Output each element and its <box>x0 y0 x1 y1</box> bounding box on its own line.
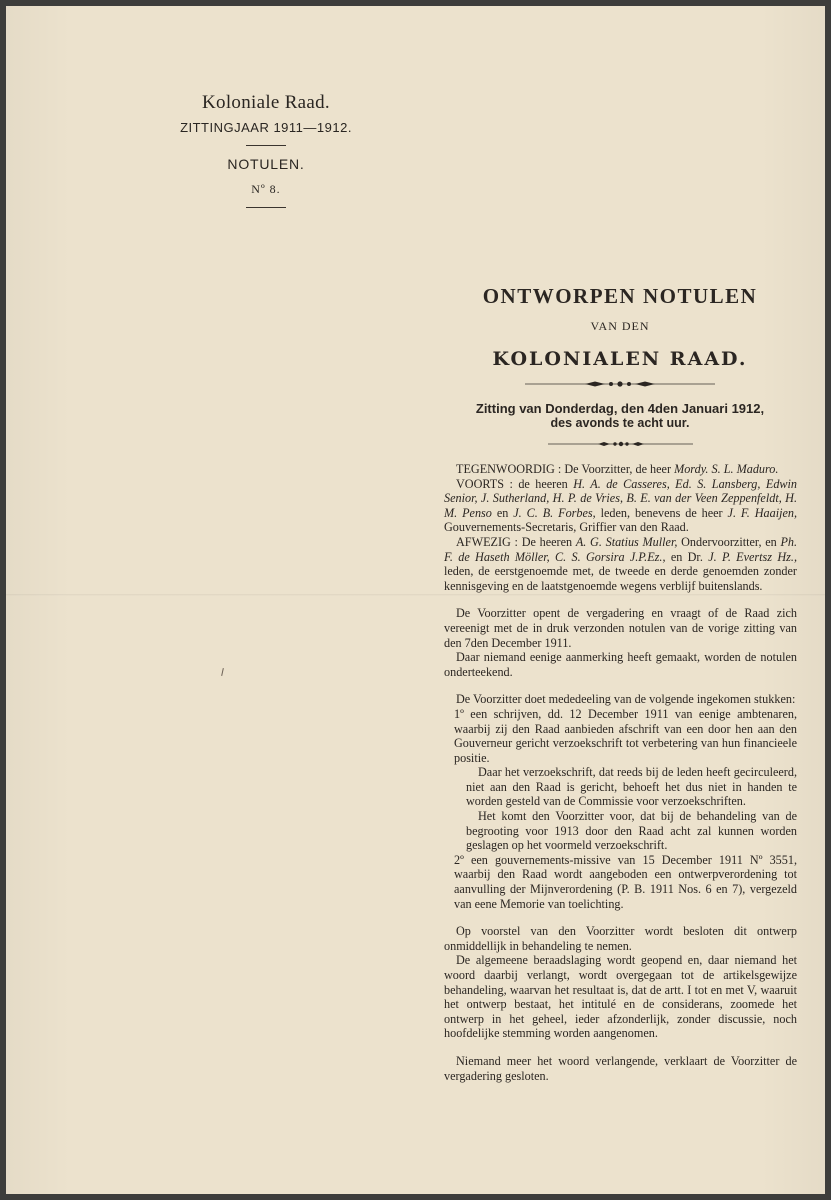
document-number: Nº 8. <box>251 182 281 196</box>
absent-name-1: A. G. Statius Muller, <box>575 534 678 549</box>
absent-text-2: Ondervoorzitter, en <box>681 534 777 549</box>
heading-block <box>430 284 810 448</box>
ink-mark <box>221 668 224 676</box>
paragraph: De Voorzitter doet mededeeling van de volgende ingekomen stukken: <box>456 692 796 707</box>
ornament-divider <box>525 380 715 388</box>
present-text: De Voorzitter, de heer <box>564 462 672 476</box>
secretary-rest: Gouvernements-Secretaris, Griffier van den Raad. <box>444 520 689 535</box>
secretary-name: J. F. Haaijen, <box>727 505 798 520</box>
member-names: H. A. de Casseres, Ed. S. Lansberg, Edwin Senior, J. Sutherland, H. P. de Vries, B. E. van der Veen Zeppenfeldt, H. M. Penso <box>444 476 798 520</box>
list-item-note: Daar het verzoekschrift, dat reeds bij de leden heeft gecirculeerd, niet aan den Raad is gericht, behoeft het dus niet in handen te worden gesteld van de Commissie voor verzoekschriften. <box>466 765 797 809</box>
paragraph: De Voorzitter opent de vergadering en vraagt of de Raad zich vereenigt met de in druk verzonden notulen van de vorige zitting van den 7den December 1911. <box>444 606 797 650</box>
absent-name-3: J. P. Evertsz Hz., <box>708 549 797 564</box>
chair-name: Mordy. S. L. Maduro. <box>674 462 779 476</box>
incoming-documents-list <box>444 707 797 911</box>
also-en: en <box>496 505 509 520</box>
divider <box>246 145 286 146</box>
paragraph: De algemeene beraadslaging wordt geopend en, daar niemand het woord daarbij verlangt, wordt overgegaan tot de artikelsgewijze behandeling, waarvan het resultaat is, dat de artt. I tot en met V, waaruit het ontwerp bestaat, het intitulé en de considerans, zoomede het ontwerp in het geheel, ieder afzonderlijk, zonder discussie, noch hoofdelijke stemming worden aangenomen. <box>444 953 797 1041</box>
minutes-body <box>444 462 797 1083</box>
session-line-1: Zitting van Donderdag, den 4den Januari 1912, <box>475 401 765 416</box>
absent-names-2: Ph. F. de Haseth Möller, C. S. Gorsira J.P.Ez., <box>444 534 798 564</box>
paragraph: Niemand meer het woord verlangende, verklaart de Voorzitter de vergadering gesloten. <box>444 1053 797 1083</box>
main-title: ONTWORPEN NOTULEN <box>482 284 758 308</box>
council-title: Koloniale Raad. <box>202 92 330 113</box>
divider <box>246 207 286 208</box>
list-item-note: Het komt den Voorzitter voor, dat bij de behandeling van de begrooting voor 1913 door den Raad acht zal kunnen worden geslagen op het voormeld verzoekschrift. <box>466 809 797 853</box>
also-text: de heeren <box>518 476 568 491</box>
absent-text: De heeren <box>521 534 573 549</box>
ornament-divider <box>548 440 693 448</box>
list-item: 1º een schrijven, dd. 12 December 1911 van eenige ambtenaren, waarbij zij den Raad aanbieden afschrift van een door hen aan den Gouverneur gericht verzoekschrift tot verbetering van hun financieele positie. <box>454 706 797 765</box>
notulen-label: NOTULEN. <box>227 156 305 172</box>
paragraph: Op voorstel van den Voorzitter wordt besloten dit ontwerp onmiddellijk in behandeling te nemen. <box>444 924 797 953</box>
member-last: J. C. B. Forbes, <box>513 505 596 520</box>
attendance-absent <box>444 535 797 593</box>
council-name: KOLONIALEN RAAD. <box>492 348 748 370</box>
session-year: ZITTINGJAAR 1911—1912. <box>180 120 352 135</box>
document-page <box>6 6 825 1194</box>
paragraph: Daar niemand eenige aanmerking heeft gemaakt, worden de notulen onderteekend. <box>444 650 797 679</box>
also-rest: leden, benevens de heer <box>600 505 723 520</box>
attendance-present <box>444 462 797 477</box>
document-header <box>166 92 366 208</box>
list-item: 2º een gouvernements-missive van 15 December 1911 Nº 3551, waarbij den Raad wordt aangeboden een ontwerpverordening tot aanvulling der Mijnverordening (P. B. 1911 Nos. 6 en 7), vergezeld van eene Memorie van toelichting. <box>454 852 797 911</box>
session-date <box>430 402 810 430</box>
absent-rest: leden, de eerstgenoemde met, de tweede en derde genoemden zonder kennisgeving en de laatstgenoemde wegens verblijf buitenslands. <box>444 564 797 593</box>
subtitle-van-den: VAN DEN <box>590 319 650 333</box>
absent-en: en Dr. <box>670 549 703 564</box>
absent-label: AFWEZIG : <box>456 534 518 549</box>
also-label: VOORTS : <box>456 476 513 491</box>
attendance-also <box>444 477 797 535</box>
present-label: TEGENWOORDIG : <box>456 462 562 476</box>
session-line-2: des avonds te acht uur. <box>550 416 690 430</box>
